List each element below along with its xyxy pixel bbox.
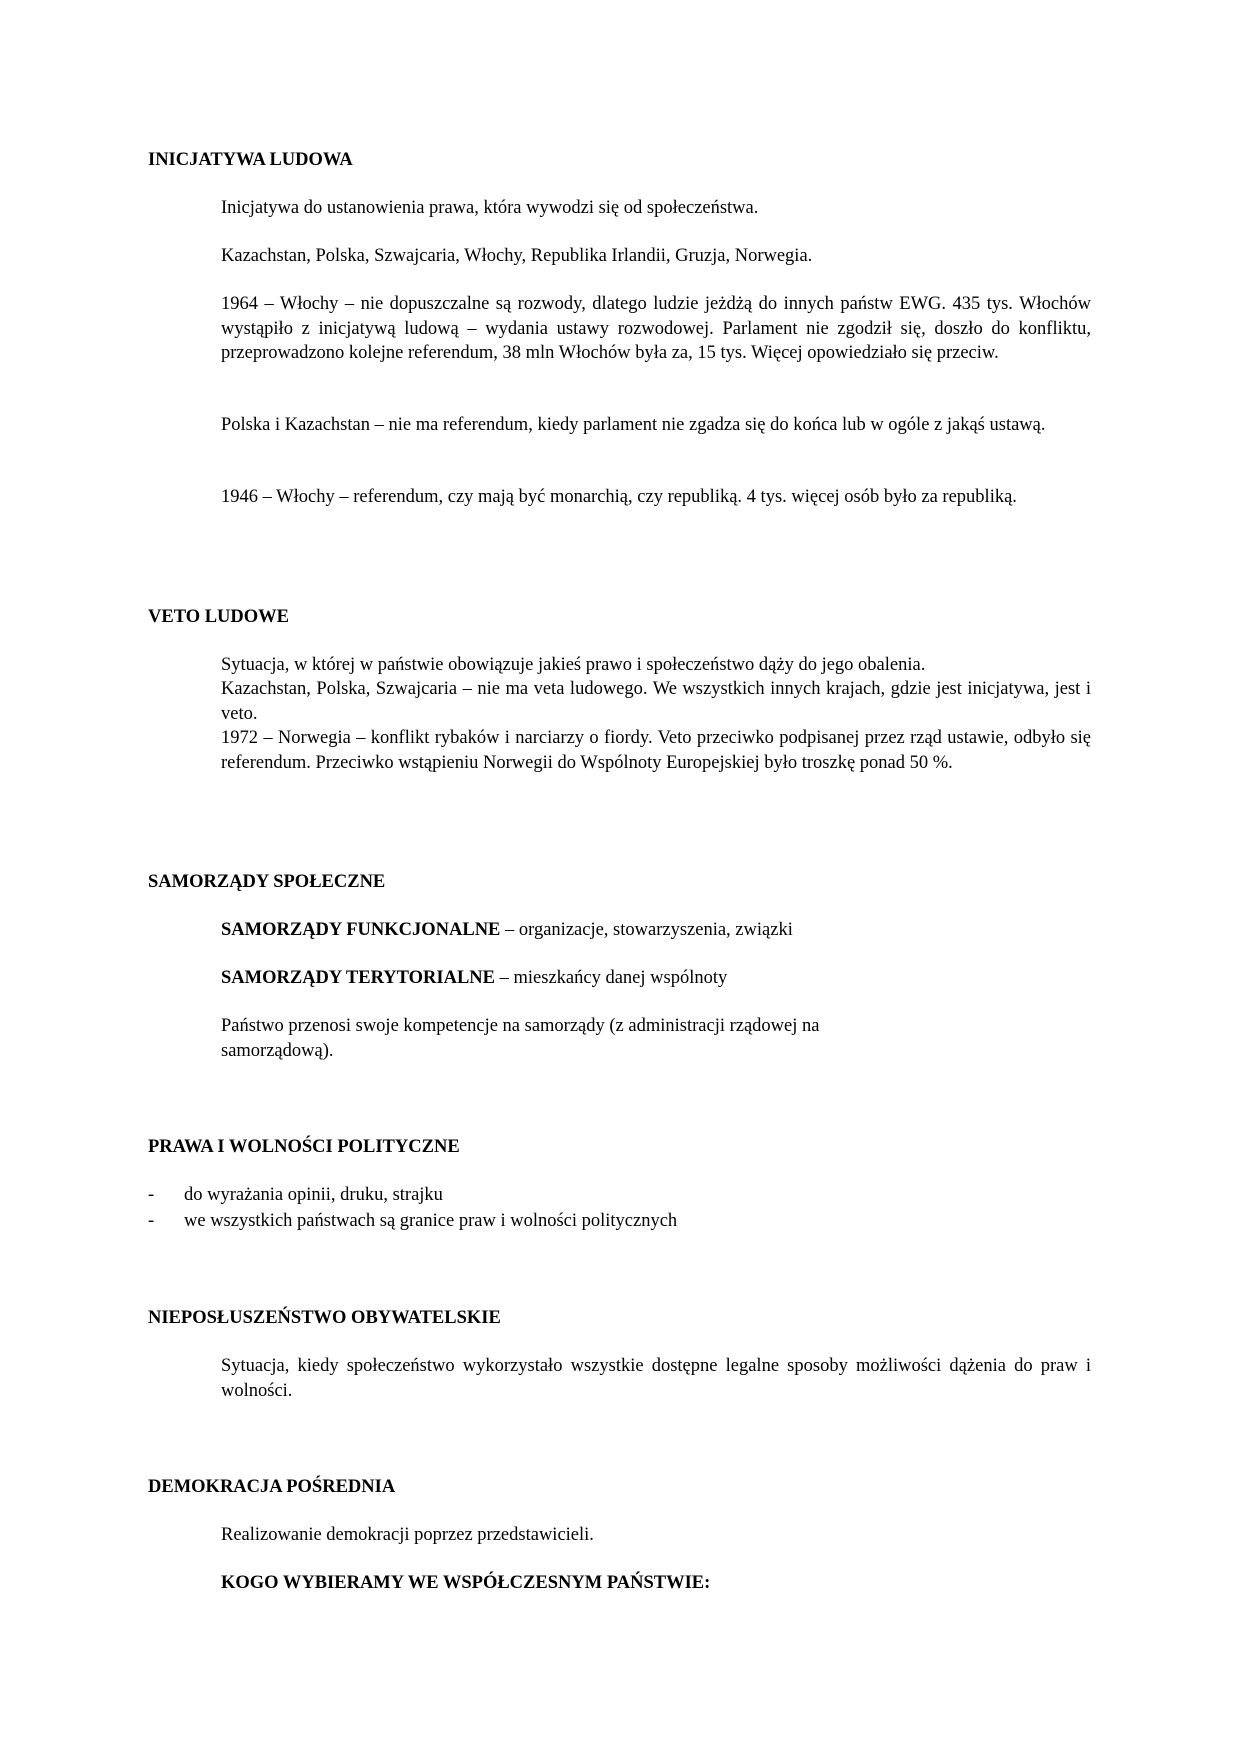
- paragraph-inicjatywa-definition: Inicjatywa do ustanowienia prawa, która wywodzi się od społeczeństwa.: [221, 198, 759, 218]
- samorzady-terytorialne-text: – mieszkańcy danej wspólnoty: [495, 968, 728, 988]
- paragraph-veto-1972: 1972 – Norwegia – konflikt rybaków i narciarzy o fiordy. Veto przeciwko podpisanej przez rząd ustawie, odbyło się referendum. Przeciwko wstąpieniu Norwegii do Wspólnoty Europejskiej było troszkę ponad 50 %.: [221, 728, 1091, 773]
- paragraph-inicjatywa-countries: Kazachstan, Polska, Szwajcaria, Włochy, Republika Irlandii, Gruzja, Norwegia.: [221, 246, 813, 266]
- prawa-bullet-list: [148, 1183, 677, 1235]
- paragraph-demokracja-definition: Realizowanie demokracji poprzez przedstawicieli.: [221, 1525, 594, 1545]
- list-item: [148, 1209, 677, 1235]
- samorzady-funkcjonalne-text: – organizacje, stowarzyszenia, związki: [500, 920, 793, 940]
- list-item: [148, 1183, 677, 1209]
- list-item-text: we wszystkich państwach są granice praw i wolności politycznych: [184, 1211, 678, 1231]
- samorzady-funkcjonalne-line: [221, 918, 1091, 943]
- list-item-text: do wyrażania opinii, druku, strajku: [184, 1185, 443, 1205]
- bullet-dash: -: [148, 1185, 155, 1205]
- heading-nieposluszenstwo: NIEPOSŁUSZEŃSTWO OBYWATELSKIE: [148, 1308, 501, 1328]
- paragraph-veto-definition: Sytuacja, w której w państwie obowiązuje jakieś prawo i społeczeństwo dąży do jego obalenia.: [221, 655, 926, 675]
- bullet-dash: -: [148, 1211, 155, 1231]
- heading-prawa-i-wolnosci: PRAWA I WOLNOŚCI POLITYCZNE: [148, 1137, 460, 1157]
- paragraph-samorzady-line2: samorządową).: [221, 1040, 334, 1061]
- subheading-kogo-wybieramy: KOGO WYBIERAMY WE WSPÓŁCZESNYM PAŃSTWIE:: [221, 1573, 711, 1593]
- paragraph-samorzady-kompetencje: [221, 1014, 1091, 1063]
- paragraph-samorzady-line1: Państwo przenosi swoje kompetencje na samorządy (z administracji rządowej na: [221, 1016, 820, 1036]
- paragraph-inicjatywa-polska-kazachstan: Polska i Kazachstan – nie ma referendum, kiedy parlament nie zgadza się do końca lub w ogóle z jakąś ustawą.: [221, 415, 1046, 435]
- paragraph-inicjatywa-1946: 1946 – Włochy – referendum, czy mają być monarchią, czy republiką. 4 tys. więcej osób było za republiką.: [221, 487, 1017, 507]
- heading-veto-ludowe: VETO LUDOWE: [148, 607, 290, 627]
- heading-samorzady-spoleczne: SAMORZĄDY SPOŁECZNE: [148, 872, 386, 892]
- samorzady-terytorialne-line: [221, 966, 1091, 991]
- heading-inicjatywa-ludowa: INICJATYWA LUDOWA: [148, 150, 353, 170]
- samorzady-terytorialne-label: SAMORZĄDY TERYTORIALNE: [221, 968, 495, 988]
- heading-demokracja-posrednia: DEMOKRACJA POŚREDNIA: [148, 1477, 396, 1497]
- paragraph-nieposluszenstwo-definition: Sytuacja, kiedy społeczeństwo wykorzystało wszystkie dostępne legalne sposoby możliwości dążenia do praw i wolności.: [221, 1356, 1091, 1401]
- paragraph-veto-countries: Kazachstan, Polska, Szwajcaria – nie ma veta ludowego. We wszystkich innych krajach, gdzie jest inicjatywa, jest i veto.: [221, 679, 1091, 724]
- paragraph-inicjatywa-1964: 1964 – Włochy – nie dopuszczalne są rozwody, dlatego ludzie jeżdżą do innych państw EWG. 435 tys. Włochów wystąpiło z inicjatywą ludową – wydania ustawy rozwodowej. Parlament nie zgodził się, doszło do konfliktu, przeprowadzono kolejne referendum, 38 mln Włochów była za, 15 tys. Więcej opowiedziało się przeciw.: [221, 294, 1091, 363]
- samorzady-funkcjonalne-label: SAMORZĄDY FUNKCJONALNE: [221, 920, 501, 940]
